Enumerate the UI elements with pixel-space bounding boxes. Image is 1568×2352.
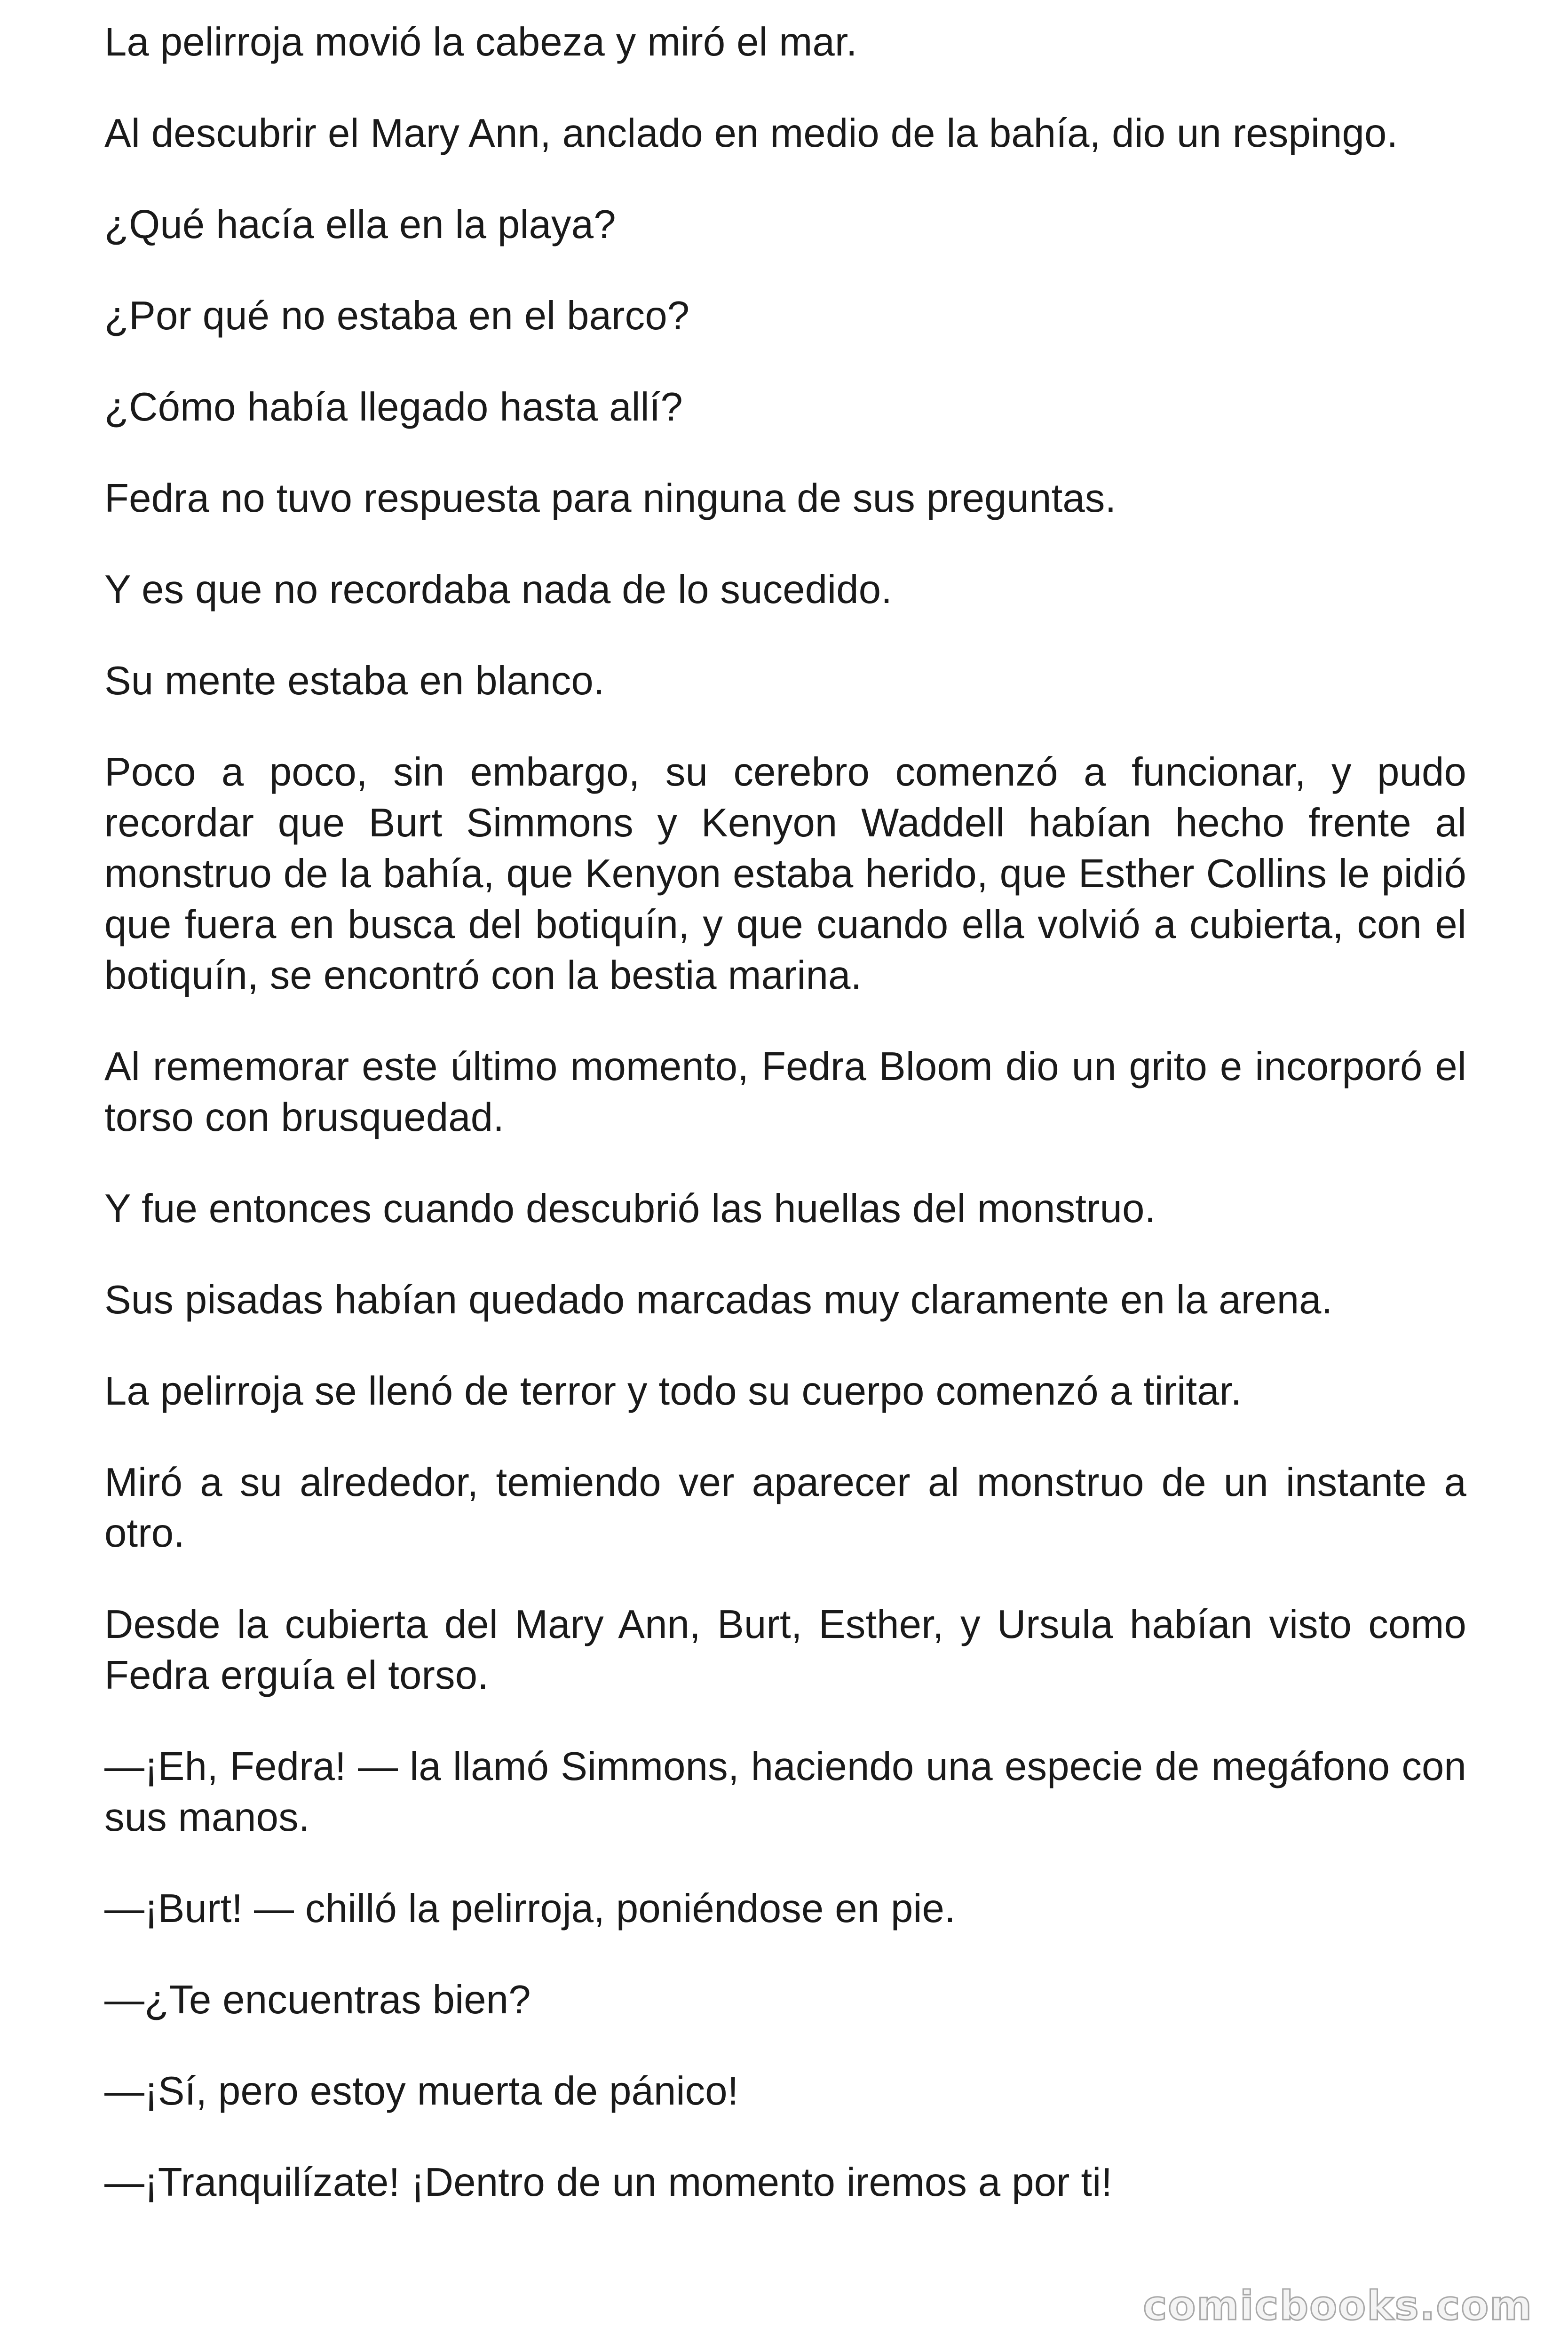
- watermark-logo: comicbooks.com: [1143, 2282, 1533, 2329]
- paragraph: —¿Te encuentras bien?: [104, 1978, 531, 2022]
- paragraph: Al descubrir el Mary Ann, anclado en medio de la bahía, dio un respingo.: [104, 111, 1398, 156]
- paragraph: —¡Sí, pero estoy muerta de pánico!: [104, 2069, 739, 2114]
- paragraph: Miró a su alrededor, temiendo ver aparecer al monstruo de un instante a otro.: [104, 1460, 1466, 1556]
- paragraph: Su mente estaba en blanco.: [104, 659, 605, 703]
- paragraph: Al rememorar este último momento, Fedra Bloom dio un grito e incorporó el torso con brusquedad.: [104, 1044, 1466, 1140]
- paragraph: —¡Eh, Fedra! — la llamó Simmons, haciendo una especie de megáfono con sus manos.: [104, 1744, 1466, 1840]
- paragraph: —¡Burt! — chilló la pelirroja, poniéndose en pie.: [104, 1886, 956, 1931]
- paragraph: —¡Tranquilízate! ¡Dentro de un momento iremos a por ti!: [104, 2160, 1113, 2205]
- paragraph: Y es que no recordaba nada de lo sucedido.: [104, 567, 893, 612]
- paragraph: ¿Cómo había llegado hasta allí?: [104, 385, 683, 429]
- paragraph: La pelirroja movió la cabeza y miró el mar.: [104, 20, 857, 64]
- paragraph: ¿Qué hacía ella en la playa?: [104, 202, 616, 247]
- paragraph: Y fue entonces cuando descubrió las huellas del monstruo.: [104, 1186, 1156, 1231]
- paragraph: Fedra no tuvo respuesta para ninguna de sus preguntas.: [104, 476, 1117, 521]
- paragraph: ¿Por qué no estaba en el barco?: [104, 294, 690, 338]
- paragraph: Desde la cubierta del Mary Ann, Burt, Esther, y Ursula habían visto como Fedra erguía el torso.: [104, 1602, 1466, 1698]
- paragraph: La pelirroja se llenó de terror y todo su cuerpo comenzó a tiritar.: [104, 1369, 1242, 1414]
- paragraph: Poco a poco, sin embargo, su cerebro comenzó a funcionar, y pudo recordar que Burt Simmons y Kenyon Waddell habían hecho frente al monstruo de la bahía, que Kenyon estaba herido, que Esther Collins le pidió que fuera en busca del botiquín, y que cuando ella volvió a cubierta, con el botiquín, se encontró con la bestia marina.: [104, 750, 1466, 998]
- document-page: [104, 17, 1466, 2249]
- paragraph: Sus pisadas habían quedado marcadas muy claramente en la arena.: [104, 1278, 1333, 1322]
